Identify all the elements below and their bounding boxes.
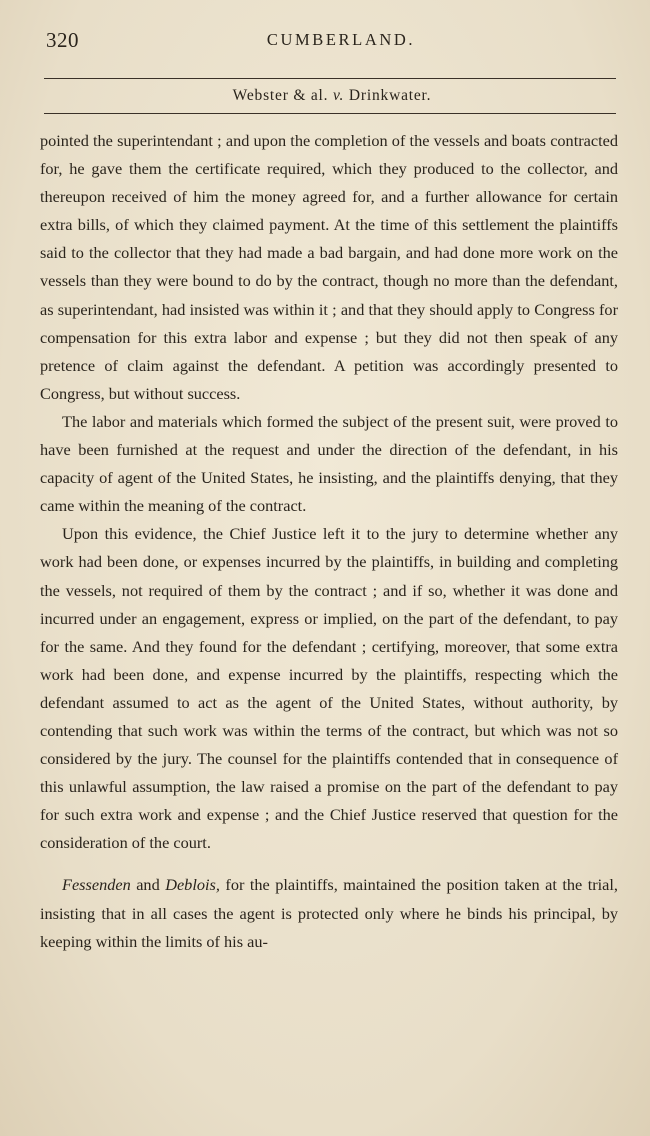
- top-rule: [44, 78, 616, 79]
- case-plaintiffs: Webster & al.: [232, 87, 329, 104]
- counsel-paragraph-text: for the plaintiffs, maintained the position taken at the trial, insisting that in all cases the agent is protected only where he binds his principal, by keeping within the limits of his au-: [40, 875, 618, 951]
- counsel-connector: and: [136, 875, 160, 895]
- bottom-rule: [44, 113, 616, 114]
- running-title: CUMBERLAND.: [266, 30, 416, 49]
- case-title: [0, 87, 650, 105]
- page-number: 320: [46, 28, 79, 52]
- counsel-name: Fessenden: [62, 875, 131, 895]
- case-defendant: Drinkwater.: [348, 87, 432, 104]
- counsel-name: Deblois,: [165, 875, 220, 895]
- paragraph-continued: pointed the superintendant ; and upon the completion of the vessels and boats contracted for, he gave them the certificate required, which they produced to the collector, and thereupon received of him the money agreed for, and a further allowance for certain extra bills, of which they claimed payment. At the time of this settlement the plaintiffs said to the collector that they had made a bad bargain, and had done more work on the vessels than they were bound to do by the contract, though no more than the defendant, as superintendant, had insisted was within it ; and that they should apply to Congress for compensation for this extra labor and expense ; but they did not then speak of any pretence of claim against the defendant. A petition was accordingly presented to Congress, but without success.: [40, 131, 618, 403]
- paragraph-labor-materials: The labor and materials which formed the subject of the present suit, were proved to have been furnished at the request and under the direction of the defendant, in his capacity of agent of the United States, he insisting, and the plaintiffs denying, that they came within the meaning of the contract.: [40, 411, 618, 516]
- paragraph-counsel: [40, 871, 618, 955]
- case-versus: v.: [333, 87, 345, 104]
- body-text: [40, 127, 618, 956]
- running-head: [46, 28, 616, 54]
- paragraph-evidence: Upon this evidence, the Chief Justice left it to the jury to determine whether any work had been done, or expenses incurred by the plaintiffs, in building and completing the vessels, not required of them by the contract ; and if so, whether it was done and incurred under an engagement, express or implied, on the part of the defendant, to pay for the same. And they found for the defendant ; certifying, moreover, that some extra work had been done, and expense incurred by the plaintiffs, respecting which the defendant assumed to act as the agent of the United States, without authority, by contending that such work was within the terms of the contract, but which was not so considered by the jury. The counsel for the plaintiffs contended that in consequence of this unlawful assumption, the law raised a promise on the part of the defendant to pay for such extra work and expense ; and the Chief Justice reserved that question for the consideration of the court.: [40, 524, 618, 853]
